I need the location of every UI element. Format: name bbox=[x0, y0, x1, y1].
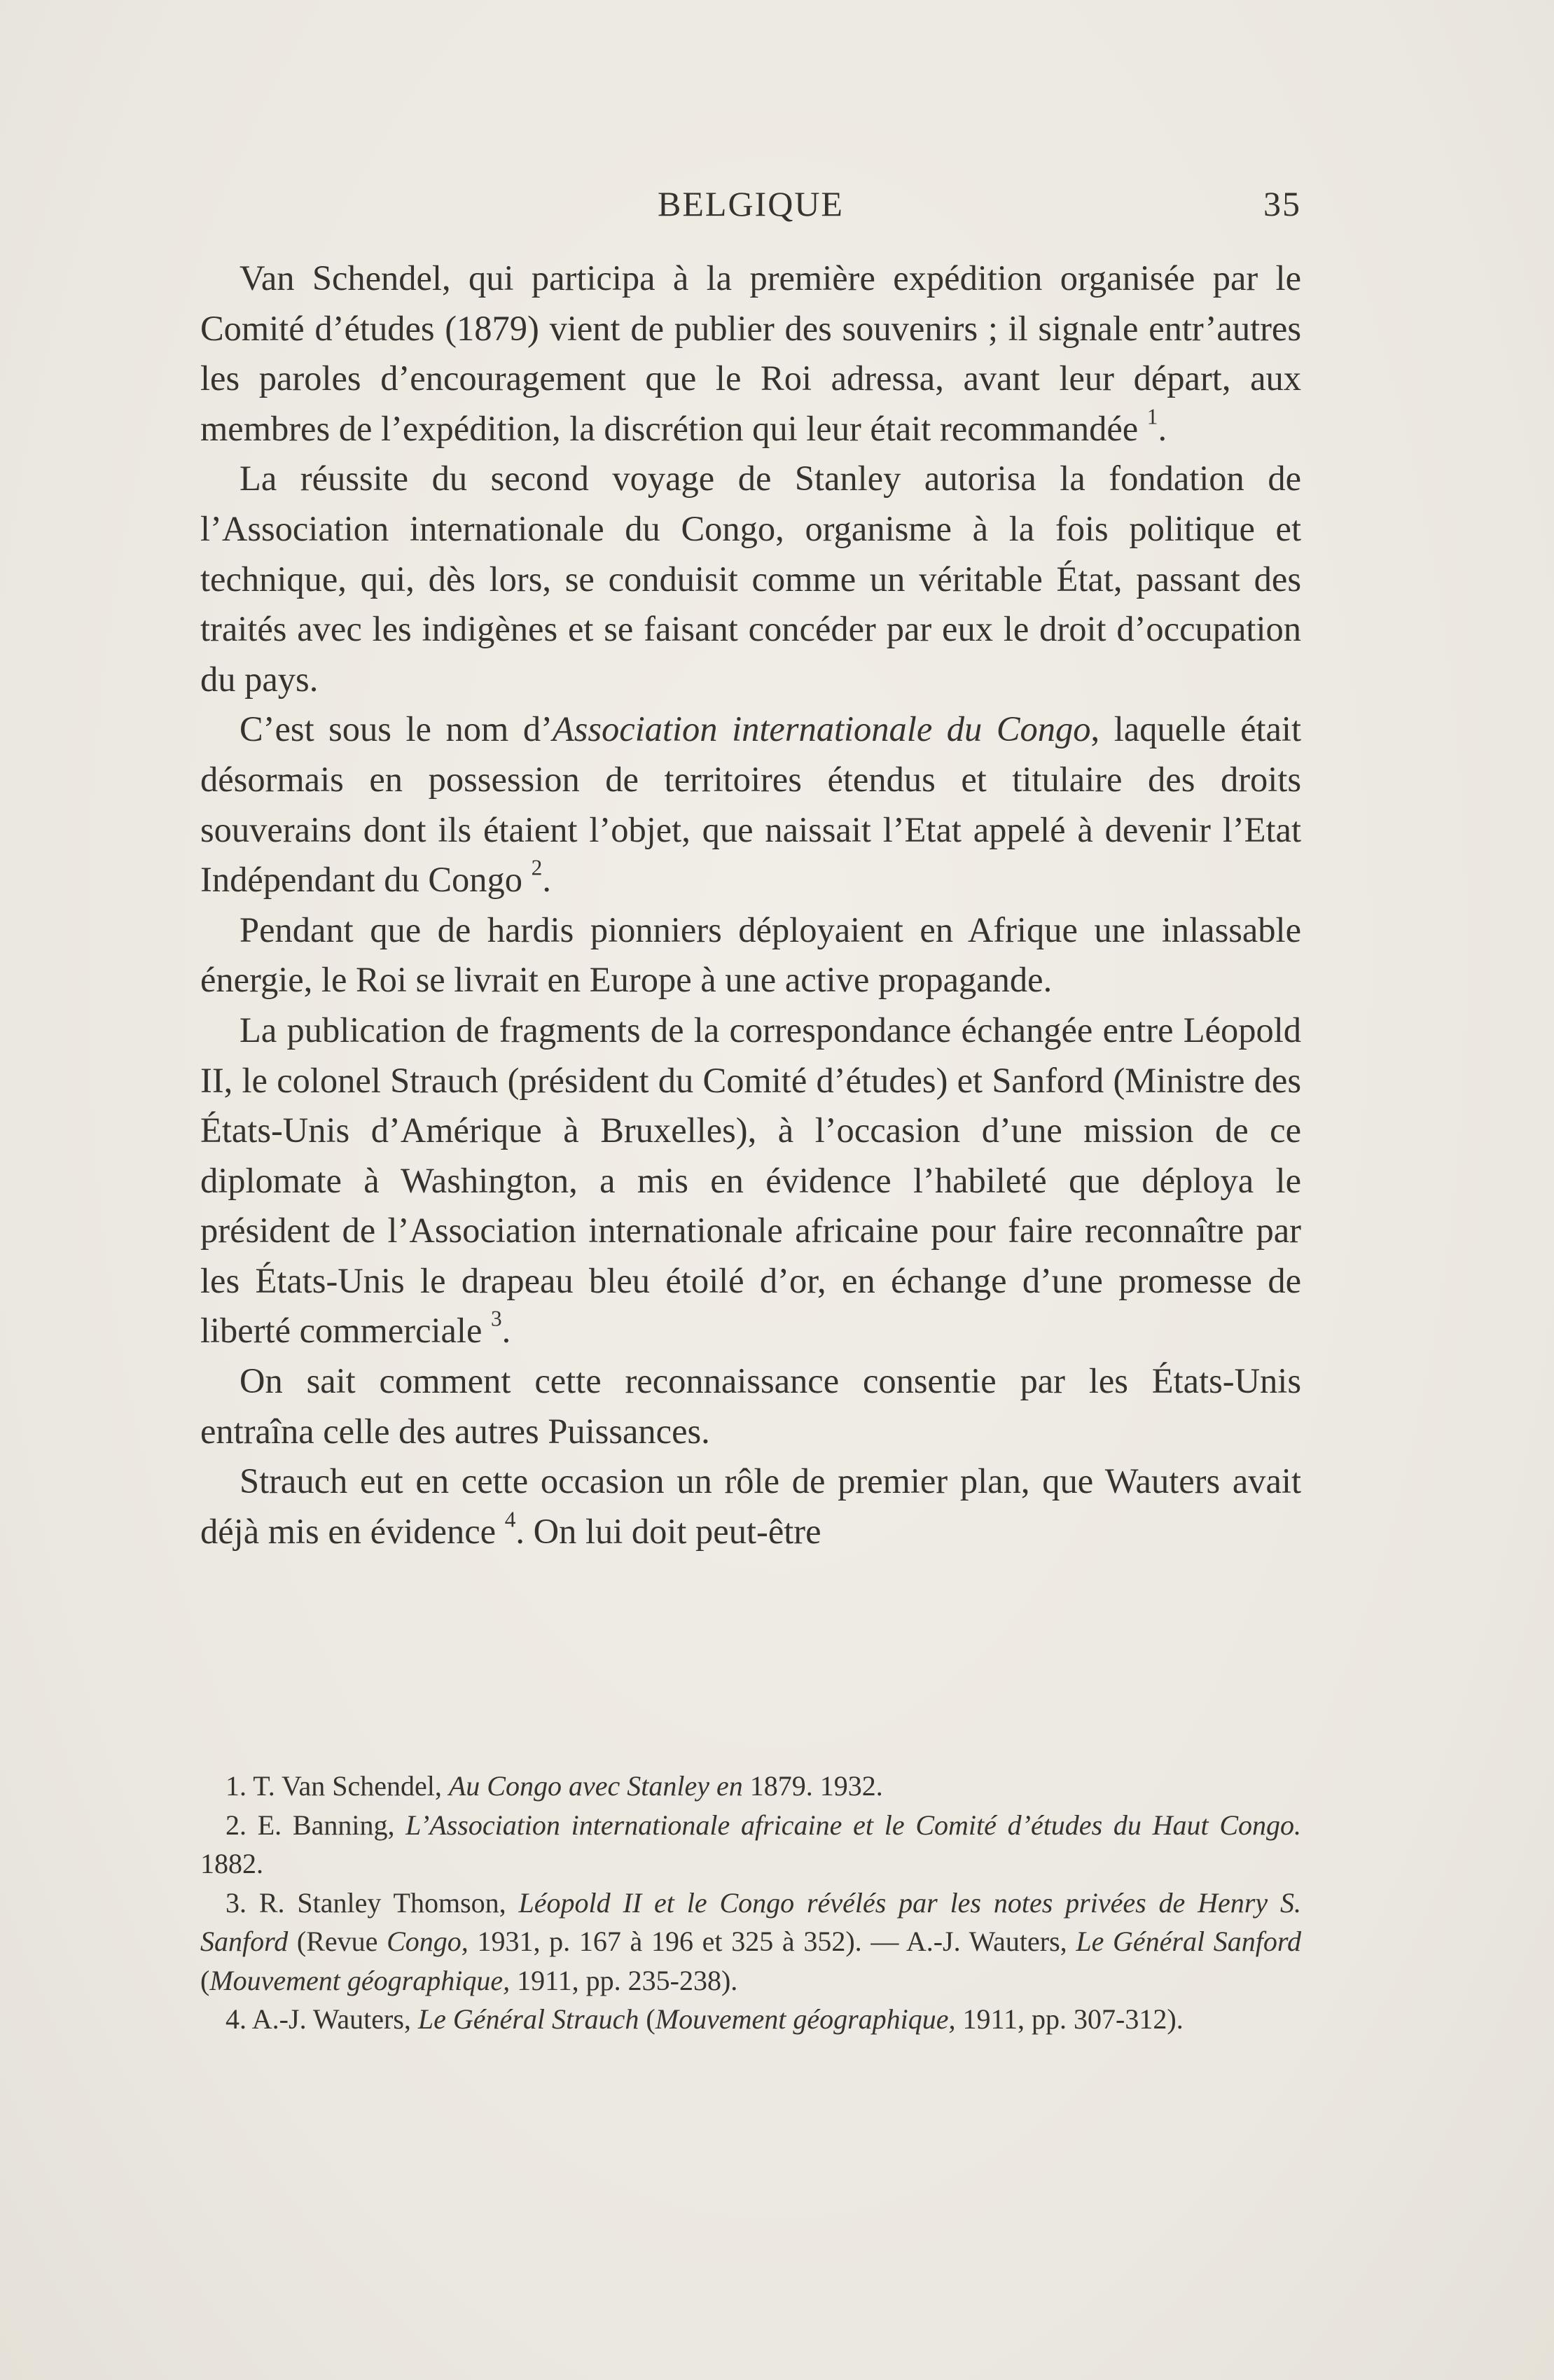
body-text bbox=[200, 253, 1301, 1557]
footnote-italic: Mouvement géographique, bbox=[655, 2003, 956, 2035]
footnote-text: 1882. bbox=[200, 1848, 263, 1879]
paragraph bbox=[200, 1356, 1301, 1456]
footnote-italic: Au Congo avec Stanley en bbox=[448, 1770, 743, 1802]
footnote-italic: Léopold II et le Congo révélés par les notes privées de Henry S. Sanford bbox=[200, 1886, 1301, 1957]
paragraph-text: La publication de fragments de la correspondance échangée entre Léopold II, le colonel Strauch (président du Comité d’études) et Sanford (Ministre des États-Unis d’Amérique à Bruxelles), à l’occasion d’une mission de ce diplomate à Washington, a mis en évidence l’habileté que déploya le président de l’Association internationale africaine pour faire reconnaître par les États-Unis le drapeau bleu étoilé d’or, en échange d’une promesse de liberté commerciale bbox=[200, 1010, 1301, 1351]
footnote-text: ( bbox=[639, 2003, 655, 2035]
footnote bbox=[200, 1884, 1301, 2000]
footnote-text: 3. R. Stanley Thomson, bbox=[226, 1886, 519, 1919]
footnote-italic: L’Association internationale africaine et le Comité d’études du Haut Congo. bbox=[405, 1809, 1301, 1841]
footnote-text: (Revue bbox=[288, 1926, 387, 1957]
paragraph-text: , laquelle était désormais en possession de territoires étendus et titulaire des droits souverains dont ils étaient l’objet, que naissait l’Etat appelé à devenir l’Etat Indépendant du Congo bbox=[200, 709, 1301, 900]
paragraph-text: La réussite du second voyage de Stanley autorisa la fondation de l’Association internationale du Congo, organisme à la fois politique et technique, qui, dès lors, se conduisit comme un véritable État, passant des traités avec les indigènes et se faisant concéder par eux le droit d’occupation du pays. bbox=[200, 459, 1301, 699]
running-head bbox=[200, 183, 1301, 232]
running-title: BELGIQUE bbox=[658, 184, 844, 223]
paragraph bbox=[200, 454, 1301, 704]
paragraph-text: Strauch eut en cette occasion un rôle de premier plan, que Wauters avait déjà mis en évidence bbox=[200, 1461, 1301, 1551]
paragraph bbox=[200, 253, 1301, 454]
footnote-text: 1931, p. 167 à 196 et 325 à 352). — A.-J. Wauters, bbox=[468, 1926, 1076, 1957]
footnote-italic: Congo, bbox=[387, 1926, 469, 1957]
footnote-text: 2. E. Banning, bbox=[226, 1809, 406, 1841]
footnote bbox=[200, 1806, 1301, 1884]
footnote-text: 4. A.-J. Wauters, bbox=[226, 2003, 418, 2035]
footnote-italic: Le Général Sanford bbox=[1076, 1926, 1301, 1957]
footnote-ref: 4 bbox=[504, 1507, 516, 1532]
paragraph bbox=[200, 1456, 1301, 1557]
footnote-text: 1911, pp. 235-238). bbox=[510, 1964, 738, 1996]
paragraph-text: Van Schendel, qui participa à la première expédition organisée par le Comité d’études (1879) vient de publier des souvenirs ; il signale entr’autres les paroles d’encouragement que le Roi adressa, avant leur départ, aux membres de l’expédition, la discrétion qui leur était recommandée bbox=[200, 258, 1301, 448]
paragraph-text: . bbox=[501, 1311, 511, 1351]
footnote-text: 1911, pp. 307-312). bbox=[955, 2003, 1184, 2035]
footnote bbox=[200, 1767, 1301, 1806]
footnote-ref: 1 bbox=[1146, 404, 1158, 429]
footnote-italic: Le Général Strauch bbox=[417, 2003, 639, 2035]
paragraph-text: C’est sous le nom d’ bbox=[240, 709, 553, 749]
page-number: 35 bbox=[1263, 184, 1301, 223]
paragraph-text: Pendant que de hardis pionniers déployaient en Afrique une inlassable énergie, le Roi se livrait en Europe à une active propagande. bbox=[200, 910, 1301, 1000]
footnote-italic: Mouvement géographique, bbox=[209, 1964, 511, 1996]
paragraph-italic: Association internationale du Congo bbox=[552, 709, 1091, 749]
footnote-ref: 3 bbox=[491, 1307, 502, 1331]
paragraph bbox=[200, 704, 1301, 905]
footnote-text: 1879. 1932. bbox=[742, 1770, 883, 1802]
footnote-text: ( bbox=[200, 1964, 210, 1996]
footnote-ref: 2 bbox=[531, 855, 543, 880]
paragraph-text: . bbox=[1158, 408, 1167, 448]
footnote bbox=[200, 2000, 1301, 2039]
paragraph-text: . On lui doit peut-être bbox=[515, 1511, 821, 1551]
footnotes bbox=[200, 1767, 1301, 2039]
paragraph bbox=[200, 905, 1301, 1005]
footnote-text: 1. T. Van Schendel, bbox=[226, 1770, 449, 1802]
paragraph-text: . bbox=[542, 860, 551, 900]
paragraph-text: On sait comment cette reconnaissance consentie par les États-Unis entraîna celle des autres Puissances. bbox=[200, 1361, 1301, 1451]
paragraph bbox=[200, 1005, 1301, 1356]
